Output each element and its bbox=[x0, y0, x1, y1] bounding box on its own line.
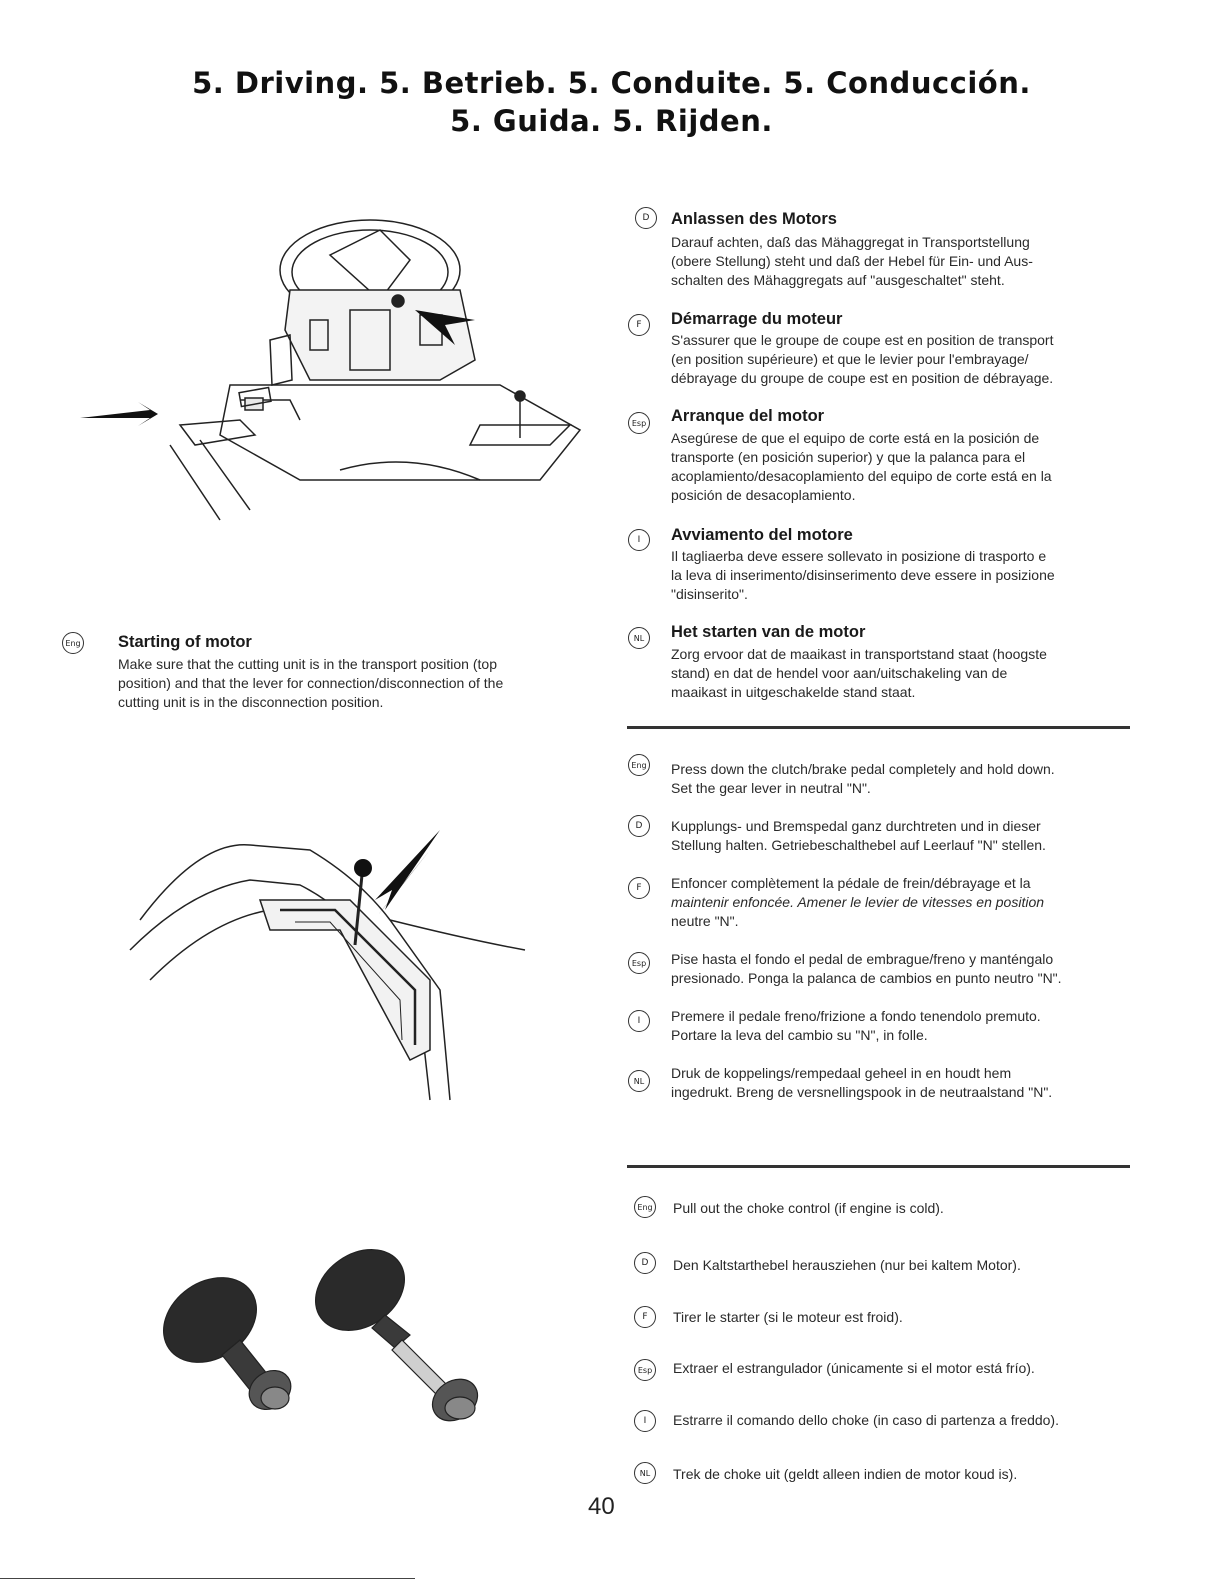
section-body-d: Darauf achten, daß das Mähaggregat in Transportstellung (obere Stellung) steht und daß der Hebel für Ein- und Aus- schalten des Mähaggregats auf "ausgeschaltet" steht. bbox=[671, 234, 1033, 288]
section-body-eng: Make sure that the cutting unit is in the transport position (top position) and that the lever for connection/disconnection of the cutting unit is in the disconnection position. bbox=[118, 656, 504, 710]
instruction-f: Enfoncer complètement la pédale de frein/débrayage et la maintenir enfoncée. Amener le levier de vitesses en position neutre "N". bbox=[671, 875, 1045, 929]
section-body-i: Il tagliaerba deve essere sollevato in posizione di trasporto e la leva di inserimento/disinserimento deve essere in posizione "disinserito". bbox=[671, 548, 1055, 602]
eng-icon: Eng bbox=[634, 1196, 656, 1218]
choke-nl: Trek de choke uit (geldt alleen indien de motor koud is). bbox=[673, 1466, 1018, 1482]
page-title-line-2: 5. Guida. 5. Rijden. bbox=[450, 104, 773, 138]
section-divider bbox=[627, 726, 1130, 729]
d-icon: D bbox=[635, 207, 657, 229]
choke-esp: Extraer el estrangulador (únicamente si el motor está frío). bbox=[673, 1360, 1035, 1376]
choke-d: Den Kaltstarthebel herausziehen (nur bei kaltem Motor). bbox=[673, 1257, 1021, 1273]
nl-icon: NL bbox=[628, 1070, 650, 1092]
instruction-esp: Pise hasta el fondo el pedal de embrague/freno y manténgalo presionado. Ponga la palanca de cambios en punto neutro "N". bbox=[671, 951, 1062, 986]
instruction-d: Kupplungs- und Bremspedal ganz durchtreten und in dieser Stellung halten. Getriebeschalthebel auf Leerlauf "N" stellen. bbox=[671, 818, 1046, 853]
dashboard-illustration bbox=[80, 200, 600, 530]
section-body-esp: Asegúrese de que el equipo de corte está en la posición de transporte (en posición superior) y que la palanca para el acoplamiento/desacoplamiento del equipo de corte está en la posición de desacoplamiento. bbox=[671, 430, 1052, 503]
section-body-nl: Zorg ervoor dat de maaikast in transportstand staat (hoogste stand) en dat de hendel voor aan/uitschakeling van de maaikast in uitgeschakelde stand staat. bbox=[671, 646, 1047, 700]
bottom-line bbox=[0, 1578, 415, 1579]
section-title-f: Démarrage du moteur bbox=[671, 310, 843, 328]
eng-icon: Eng bbox=[628, 754, 650, 776]
section-title-nl: Het starten van de motor bbox=[671, 623, 866, 641]
d-icon: D bbox=[628, 815, 650, 837]
d-icon: D bbox=[634, 1252, 656, 1274]
f-icon: F bbox=[628, 314, 650, 336]
eng-icon: Eng bbox=[62, 632, 84, 654]
section-body-f: S'assurer que le groupe de coupe est en position de transport (en position supérieure) et que le levier pour l'embrayage/ débrayage du groupe de coupe est en position de débrayage. bbox=[671, 332, 1054, 386]
section-title-eng: Starting of motor bbox=[118, 633, 252, 651]
i-icon: I bbox=[628, 529, 650, 551]
instruction-nl: Druk de koppelings/rempedaal geheel in en houdt hem ingedrukt. Breng de versnellingspook in de neutraalstand "N". bbox=[671, 1065, 1053, 1100]
page-title-line-1: 5. Driving. 5. Betrieb. 5. Conduite. 5. Conducción. bbox=[192, 66, 1031, 100]
esp-icon: Esp bbox=[634, 1359, 656, 1381]
instruction-eng: Press down the clutch/brake pedal completely and hold down. Set the gear lever in neutral "N". bbox=[671, 761, 1055, 796]
choke-knob-illustration bbox=[150, 1240, 510, 1440]
gear-lever-illustration bbox=[130, 830, 530, 1110]
choke-f: Tirer le starter (si le moteur est froid). bbox=[673, 1309, 903, 1325]
esp-icon: Esp bbox=[628, 412, 650, 434]
section-title-d: Anlassen des Motors bbox=[671, 210, 837, 228]
esp-icon: Esp bbox=[628, 952, 650, 974]
instruction-i: Premere il pedale freno/frizione a fondo tenendolo premuto. Portare la leva del cambio su "N", in folle. bbox=[671, 1008, 1041, 1043]
nl-icon: NL bbox=[628, 627, 650, 649]
nl-icon: NL bbox=[634, 1462, 656, 1484]
choke-eng: Pull out the choke control (if engine is cold). bbox=[673, 1200, 944, 1216]
i-icon: I bbox=[628, 1010, 650, 1032]
section-title-i: Avviamento del motore bbox=[671, 526, 853, 544]
i-icon: I bbox=[634, 1410, 656, 1432]
choke-i: Estrarre il comando dello choke (in caso di partenza a freddo). bbox=[673, 1412, 1059, 1428]
section-title-esp: Arranque del motor bbox=[671, 407, 825, 425]
section-divider bbox=[627, 1165, 1130, 1168]
page-number: 40 bbox=[588, 1493, 615, 1520]
f-icon: F bbox=[628, 877, 650, 899]
f-icon: F bbox=[634, 1306, 656, 1328]
